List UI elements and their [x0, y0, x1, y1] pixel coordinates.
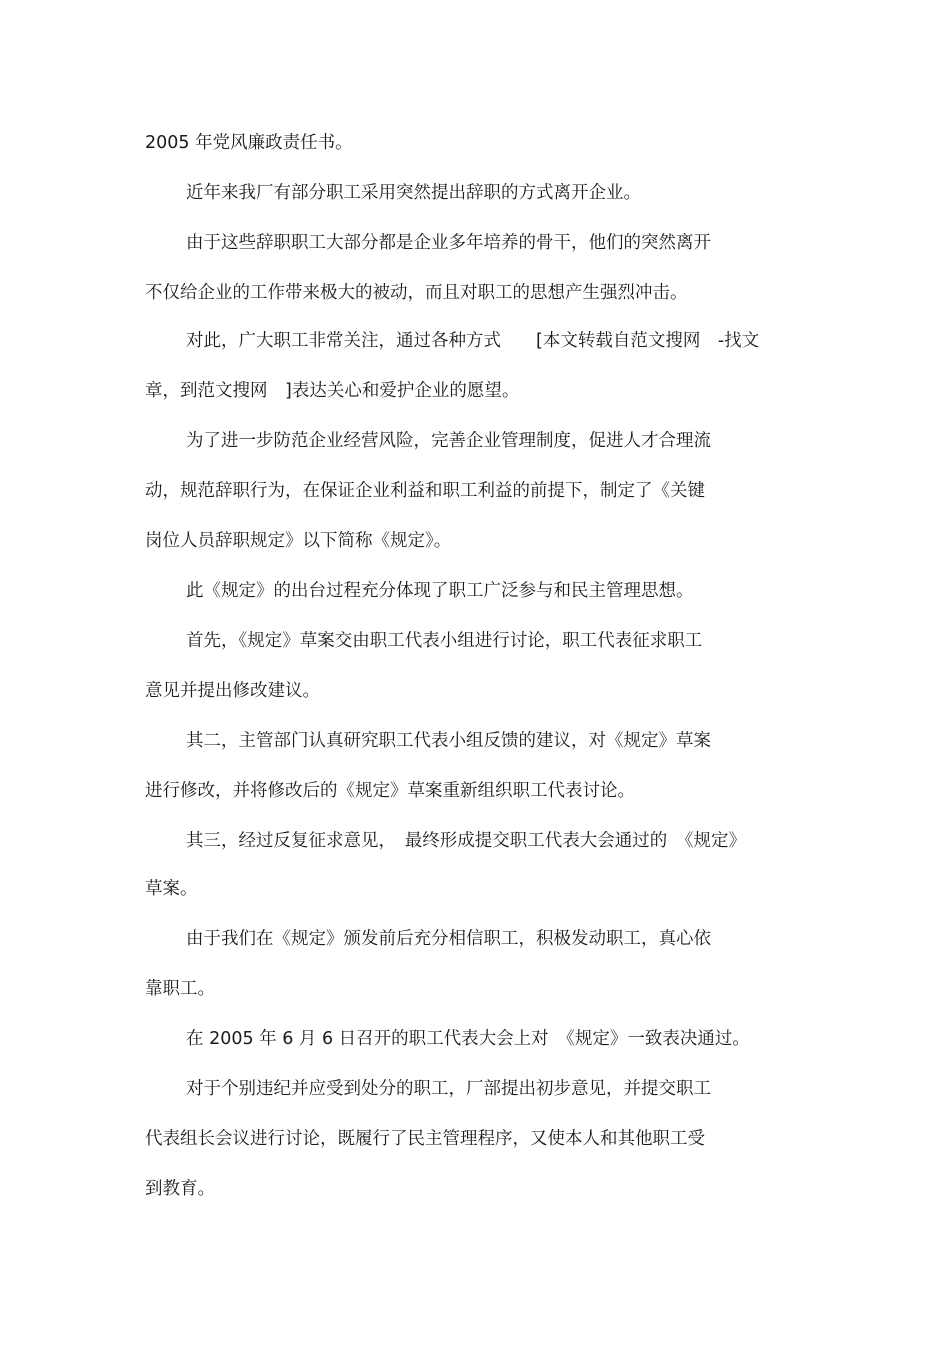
- paragraph-line: 到教育。: [145, 1179, 215, 1199]
- paragraph-line: 首先，《规定》草案交由职工代表小组进行讨论，职工代表征求职工: [186, 631, 703, 651]
- paragraph-line: 代表组长会议进行讨论，既履行了民主管理程序，又使本人和其他职工受: [145, 1129, 705, 1149]
- paragraph-line: 为了进一步防范企业经营风险，完善企业管理制度，促进人才合理流: [186, 431, 711, 451]
- paragraph-line: 其二，主管部门认真研究职工代表小组反馈的建议，对《规定》草案: [186, 731, 711, 751]
- paragraph-line: 草案。: [145, 879, 198, 899]
- paragraph-line: 章，到范文搜网 ]表达关心和爱护企业的愿望。: [145, 381, 520, 401]
- paragraph-line: 由于我们在《规定》颁发前后充分相信职工，积极发动职工，真心依: [186, 929, 711, 949]
- paragraph-line: 进行修改，并将修改后的《规定》草案重新组织职工代表讨论。: [145, 781, 635, 801]
- paragraph-line: 由于这些辞职职工大部分都是企业多年培养的骨干，他们的突然离开: [186, 233, 711, 253]
- paragraph-line: 动，规范辞职行为，在保证企业利益和职工利益的前提下，制定了《关键: [145, 481, 705, 501]
- paragraph-line: 对于个别违纪并应受到处分的职工，厂部提出初步意见，并提交职工: [186, 1079, 711, 1099]
- paragraph-line: 其三，经过反复征求意见， 最终形成提交职工代表大会通过的 《规定》: [186, 831, 746, 851]
- paragraph-line: 不仅给企业的工作带来极大的被动，而且对职工的思想产生强烈冲击。: [145, 283, 688, 303]
- paragraph-line: 岗位人员辞职规定》以下简称《规定》。: [145, 531, 452, 551]
- paragraph-line: 在 2005 年 6 月 6 日召开的职工代表大会上对 《规定》一致表决通过。: [186, 1029, 750, 1049]
- paragraph-line: 意见并提出修改建议。: [145, 681, 320, 701]
- paragraph-line: 对此，广大职工非常关注，通过各种方式 [本文转载自范文搜网 -找文: [186, 331, 760, 351]
- paragraph-line: 靠职工。: [145, 979, 215, 999]
- paragraph-line: 近年来我厂有部分职工采用突然提出辞职的方式离开企业。: [186, 183, 641, 203]
- paragraph-line: 此《规定》的出台过程充分体现了职工广泛参与和民主管理思想。: [186, 581, 694, 601]
- paragraph-line: 2005 年党风廉政责任书。: [145, 133, 353, 153]
